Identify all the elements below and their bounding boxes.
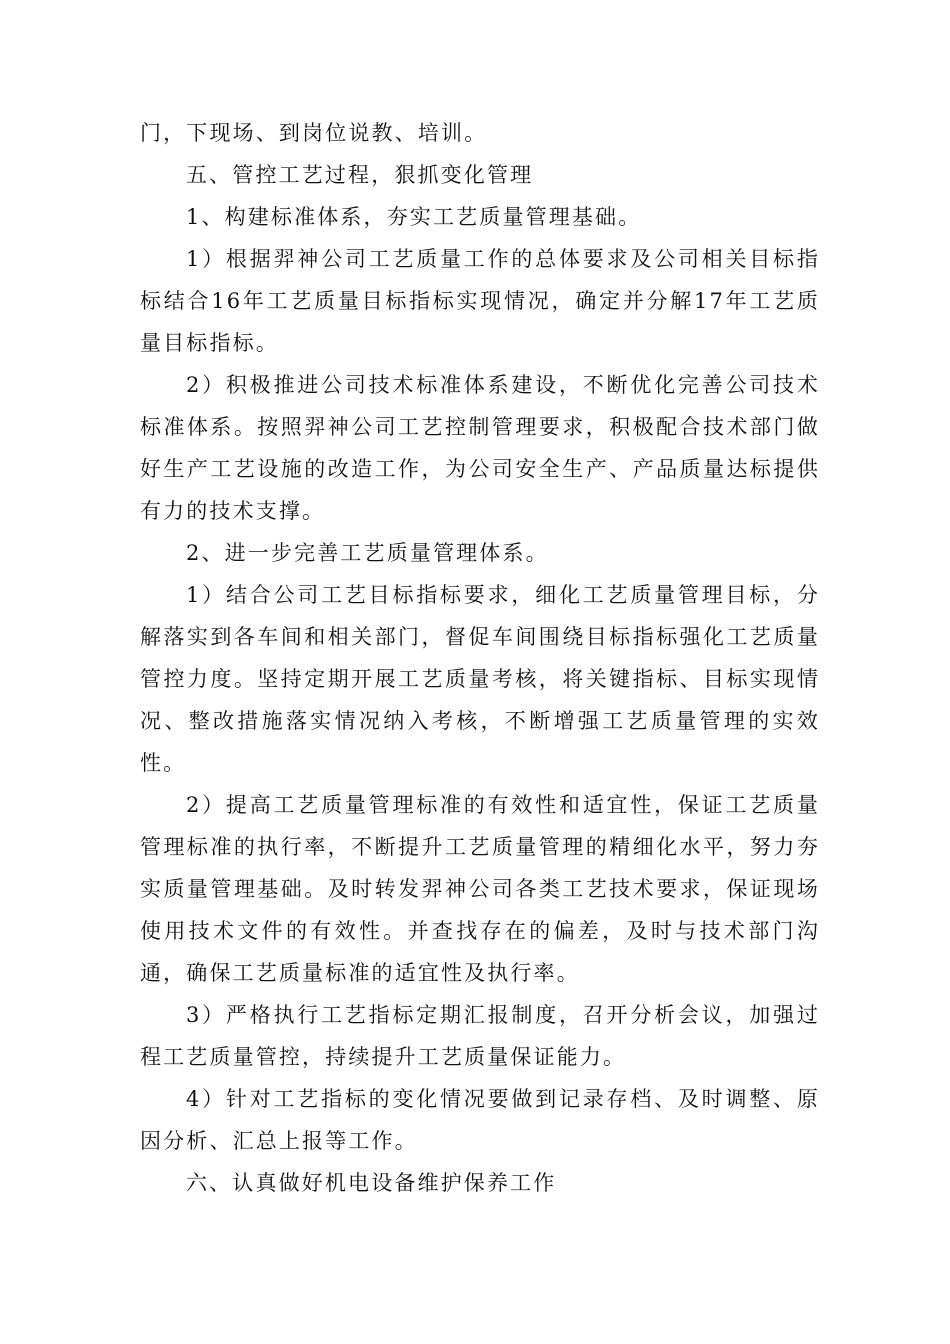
section-heading-five: 五、管控工艺过程，狠抓变化管理 <box>186 163 534 187</box>
paragraph-item: 3）严格执行工艺指标定期汇报制度，召开分析会议，加强过程工艺质量管控，持续提升工艺质量保证能力。 <box>140 1003 820 1069</box>
subheading-quality-system: 2、进一步完善工艺质量管理体系。 <box>186 541 549 565</box>
paragraph-item: 1）结合公司工艺目标指标要求，细化工艺质量管理目标，分解落实到各车间和相关部门，督促车间围绕目标指标强化工艺质量管控力度。坚持定期开展工艺质量考核，将关键指标、目标实现情况、整改措施落实情况纳入考核，不断增强工艺质量管理的实效性。 <box>140 583 820 775</box>
paragraph-continuation: 门，下现场、到岗位说教、培训。 <box>140 121 488 145</box>
section-heading-six: 六、认真做好机电设备维护保养工作 <box>186 1171 557 1195</box>
subheading-standard-system: 1、构建标准体系，夯实工艺质量管理基础。 <box>186 205 642 229</box>
paragraph-item: 1）根据羿神公司工艺质量工作的总体要求及公司相关目标指标结合16年工艺质量目标指标实现情况，确定并分解17年工艺质量目标指标。 <box>140 247 820 355</box>
paragraph-item: 2）积极推进公司技术标准体系建设，不断优化完善公司技术标准体系。按照羿神公司工艺控制管理要求，积极配合技术部门做好生产工艺设施的改造工作，为公司安全生产、产品质量达标提供有力的技术支撑。 <box>140 373 820 523</box>
document-body <box>140 112 820 1204</box>
paragraph-item: 4）针对工艺指标的变化情况要做到记录存档、及时调整、原因分析、汇总上报等工作。 <box>140 1087 820 1153</box>
paragraph-item: 2）提高工艺质量管理标准的有效性和适宜性，保证工艺质量管理标准的执行率，不断提升工艺质量管理的精细化水平，努力夯实质量管理基础。及时转发羿神公司各类工艺技术要求，保证现场使用技术文件的有效性。并查找存在的偏差，及时与技术部门沟通，确保工艺质量标准的适宜性及执行率。 <box>140 793 820 985</box>
